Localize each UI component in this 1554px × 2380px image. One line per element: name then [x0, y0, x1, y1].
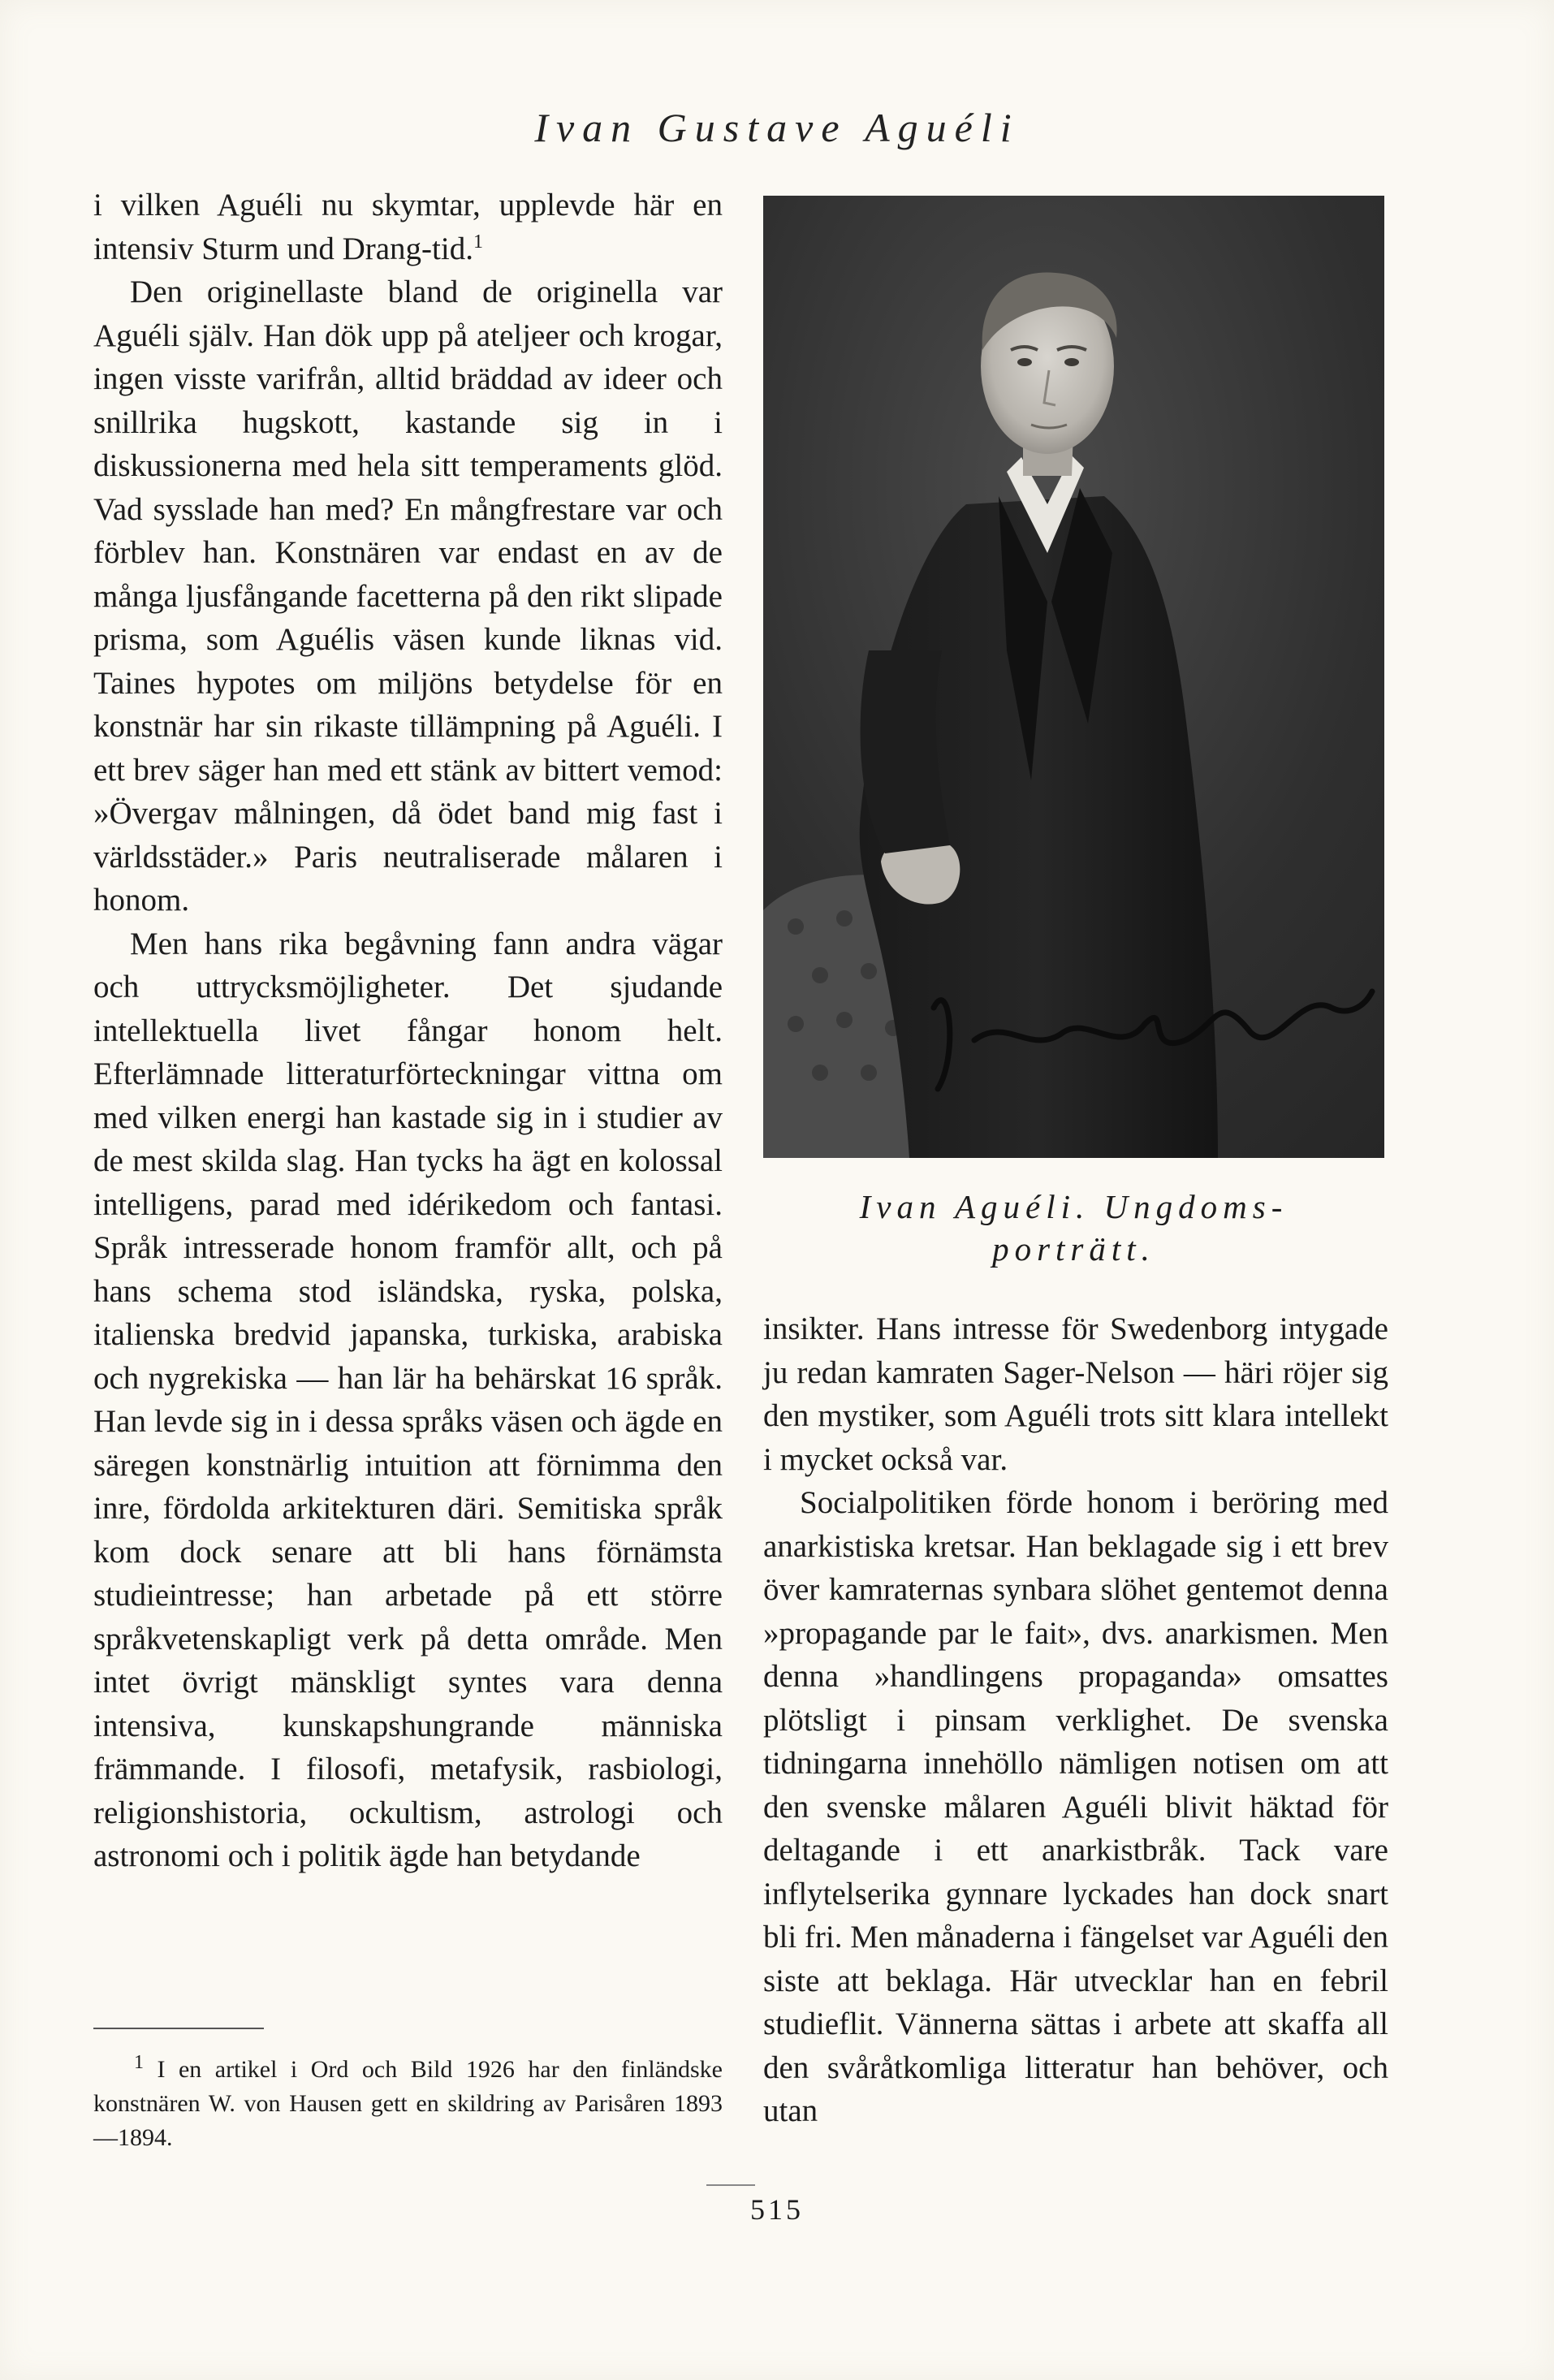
photo-caption: [763, 1186, 1384, 1270]
footnote-marker: 1: [134, 2052, 144, 2073]
page-number-divider: [706, 2184, 755, 2186]
paragraph: insikter. Hans intresse för Swedenborg intygade ju redan kamraten Sager-Nelson — häri röjer sig den mystiker, som Aguéli trots sitt klara intellekt i mycket också var.: [763, 1311, 1388, 1477]
left-text-column: [93, 184, 723, 1878]
footnote-text: I en artikel i Ord och Bild 1926 har den finländske konstnären W. von Hausen gett en skildring av Parisåren 1893—1894.: [93, 2056, 723, 2151]
right-text-column: [763, 1307, 1388, 2133]
footnote: [93, 2053, 723, 2155]
running-title: Ivan Gustave Aguéli: [534, 105, 1020, 150]
caption-line: porträtt.: [992, 1230, 1155, 1268]
paragraph-text: i vilken Aguéli nu skymtar, upplevde här en intensiv Sturm und Drang-tid.: [93, 188, 723, 266]
paragraph: [93, 184, 723, 270]
portrait-photo: [763, 196, 1384, 1158]
paragraph: Men hans rika begåvning fann andra vägar och uttrycksmöjligheter. Det sjudande intellektuella livet fångar honom helt. Efterlämnade litteraturförteckningar vittna om med vilken energi han kastade sig in i studier av de mest skilda slag. Han tycks ha ägt en kolossal intelligens, parad med idérikedom och fantasi. Språk intresserade honom framför allt, och på hans schema stod isländska, ryska, polska, italienska bredvid japanska, turkiska, arabiska och nygrekiska — han lär ha behärskat 16 språk. Han levde sig in i dessa språks väsen och ägde en säregen konstnärlig intuition att förnimma den inre, fördolda arkitekturen däri. Semitiska språk kom dock senare att bli hans förnämsta studieintresse; han arbetade på ett större språkvetenskapligt verk på detta område. Men intet övrigt mänskligt syntes vara denna intensiva, kunskapshungrande människa främmande. I filosofi, metafysik, rasbiologi, religionshistoria, ockultism, astrologi och astronomi och i politik ägde han betydande: [93, 926, 723, 1873]
footnote-divider: [93, 2028, 264, 2029]
paragraph: Socialpolitiken förde honom i beröring med anarkistiska kretsar. Han beklagade sig i ett brev över kamraternas synbara slöhet gentemot denna »propagande par le fait», dvs. anarkismen. Men denna »handlingens propaganda» omsattes plötsligt i pinsam verklighet. De svenska tidningarna innehöllo nämligen notisen om att den svenske målaren Aguéli blivit häktad för deltagande i ett anarkistbråk. Tack vare inflytelserika gynnare lyckades han dock snart bli fri. Men månaderna i fängelset var Aguéli den siste att beklaga. Här utvecklar han en febril studieflit. Vännerna sättas i arbete att skaffa all den svåråtkomliga litteratur han behöver, och utan: [763, 1485, 1388, 2128]
caption-line: Ivan Aguéli. Ungdoms-: [859, 1188, 1289, 1225]
page-number: 515: [750, 2193, 804, 2226]
portrait-illustration: [763, 196, 1384, 1158]
footnote-reference[interactable]: 1: [473, 231, 483, 253]
paragraph: Den originellaste bland de originella var Aguéli själv. Han dök upp på ateljeer och krogar, ingen visste varifrån, alltid bräddad av ideer och snillrika hugskott, kastande sig in i diskussionerna med hela sitt temperaments glöd. Vad sysslade han med? En mångfrestare var och förblev han. Konstnären var endast en av de många ljusfångande facetterna på den rikt slipade prisma, som Aguélis väsen kunde liknas vid. Taines hypotes om miljöns betydelse för en konstnär har sin rikaste tillämpning på Aguéli. I ett brev säger han med ett stänk av bittert vemod: »Övergav målningen, då ödet band mig fast i världsstäder.» Paris neutraliserade målaren i honom.: [93, 274, 723, 918]
